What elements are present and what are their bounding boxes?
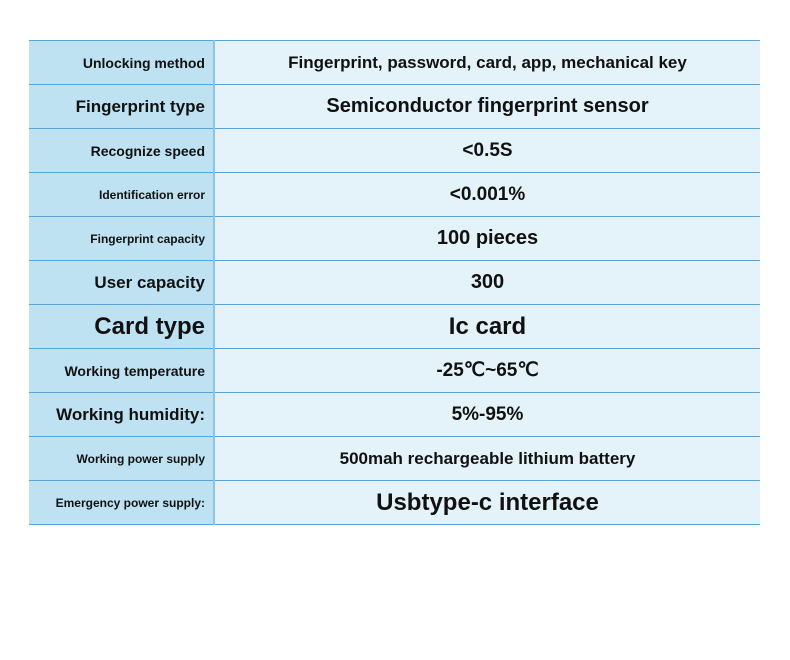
spec-label-unlocking-method: Unlocking method [29,41,214,85]
table-row [29,393,760,437]
spec-label-fingerprint-type: Fingerprint type [29,85,214,129]
spec-label-user-capacity: User capacity [29,261,214,305]
spec-label-working-humidity: Working humidity: [29,393,214,437]
spec-value-unlocking-method: Fingerprint, password, card, app, mechanical key [214,41,760,85]
spec-value-user-capacity: 300 [214,261,760,305]
table-row [29,173,760,217]
table-row [29,349,760,393]
table-row [29,437,760,481]
spec-value-fingerprint-capacity: 100 pieces [214,217,760,261]
spec-label-recognize-speed: Recognize speed [29,129,214,173]
spec-value-fingerprint-type: Semiconductor fingerprint sensor [214,85,760,129]
spec-value-identification-error: <0.001% [214,173,760,217]
spec-label-identification-error: Identification error [29,173,214,217]
spec-value-card-type: Ic card [214,305,760,349]
table-row [29,85,760,129]
spec-value-working-humidity: 5%-95% [214,393,760,437]
spec-label-fingerprint-capacity: Fingerprint capacity [29,217,214,261]
spec-label-working-power-supply: Working power supply [29,437,214,481]
spec-value-recognize-speed: <0.5S [214,129,760,173]
table-row [29,129,760,173]
spec-label-card-type: Card type [29,305,214,349]
spec-label-working-temperature: Working temperature [29,349,214,393]
table-row [29,41,760,85]
spec-table [29,40,760,525]
table-row [29,217,760,261]
table-row [29,261,760,305]
spec-value-working-temperature: -25℃~65℃ [214,349,760,393]
spec-value-emergency-power-supply: Usbtype-c interface [214,481,760,525]
table-row [29,305,760,349]
table-row [29,481,760,525]
spec-label-emergency-power-supply: Emergency power supply: [29,481,214,525]
spec-value-working-power-supply: 500mah rechargeable lithium battery [214,437,760,481]
